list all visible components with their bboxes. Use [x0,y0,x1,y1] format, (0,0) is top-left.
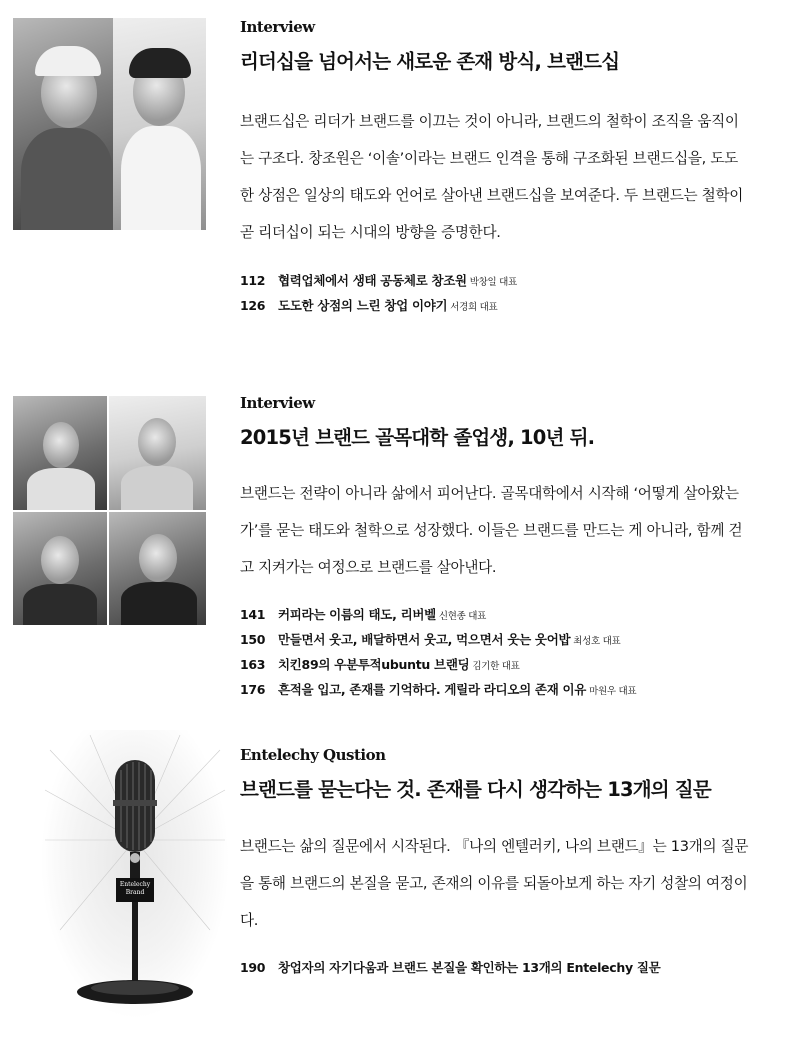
toc-title: 치킨89의 우분투적ubuntu 브랜딩 [278,657,470,672]
toc-author: 김기한 대표 [472,661,520,672]
interview-photo-grid [13,396,206,625]
toc-list [240,268,750,318]
toc-list [240,955,750,980]
toc-item[interactable] [240,652,750,677]
toc-page: 150 [240,632,266,647]
toc-page: 163 [240,657,266,672]
section-title: 2015년 브랜드 골목대학 졸업생, 10년 뒤. [240,426,595,449]
toc-item[interactable] [240,677,750,702]
section-body: 브랜드는 삶의 질문에서 시작된다. 『나의 엔텔러키, 나의 브랜드』는 13개의 질문을 통해 브랜드의 본질을 묻고, 존재의 이유를 되돌아보게 하는 자기 성찰의 여정이다. [240,838,749,929]
toc-page: 112 [240,273,266,288]
section-kicker: Interview [240,18,315,36]
toc-item[interactable] [240,955,750,980]
toc-author: 박창일 대표 [469,277,517,288]
toc-title: 흔적을 입고, 존재를 기억하다. 게릴라 라디오의 존재 이유 [278,682,587,697]
toc-list [240,602,750,702]
interview-photo-duo [13,18,206,230]
toc-item[interactable] [240,602,750,627]
toc-title: 협력업체에서 생태 공동체로 창조원 [278,273,467,288]
toc-page: 176 [240,682,266,697]
section-kicker: Entelechy Qustion [240,746,386,764]
section-title: 리더십을 넘어서는 새로운 존재 방식, 브랜드십 [240,50,620,73]
toc-title: 창업자의 자기다움과 브랜드 본질을 확인하는 13개의 Entelechy 질문 [278,960,661,975]
toc-title: 커피라는 이름의 태도, 리버벨 [278,607,436,622]
toc-page: 190 [240,960,266,975]
section-body: 브랜드는 전략이 아니라 삶에서 피어난다. 골목대학에서 시작해 ‘어떻게 살아왔는가’를 묻는 태도와 철학으로 성장했다. 이들은 브랜드를 만드는 게 아니라, 함께 걷고 지켜가는 여정으로 브랜드를 살아낸다. [240,485,743,576]
toc-item[interactable] [240,293,750,318]
toc-author: 신현종 대표 [438,611,487,622]
microphone-illustration [40,730,230,1020]
section-body: 브랜드십은 리더가 브랜드를 이끄는 것이 아니라, 브랜드의 철학이 조직을 움직이는 구조다. 창조원은 ‘이솔’이라는 브랜드 인격을 통해 구조화된 브랜드십을, 도도한 상점은 일상의 태도와 언어로 살아낸 브랜드십을 보여준다. 두 브랜드는 철학이 곧 리더십이 되는 시대의 방향을 증명한다. [240,113,744,241]
mic-label-line1: Entelechy [119,881,151,888]
section-title: 브랜드를 묻는다는 것. 존재를 다시 생각하는 13개의 질문 [240,778,711,801]
toc-page: 126 [240,298,266,313]
section-kicker: Interview [240,394,315,412]
toc-author: 최성호 대표 [573,636,621,647]
toc-title: 도도한 상점의 느린 창업 이야기 [278,298,448,313]
mic-label-line2: Brand [125,889,145,896]
toc-author: 서경희 대표 [450,302,498,313]
mic-label [116,881,154,897]
toc-page: 141 [240,607,266,622]
toc-item[interactable] [240,268,750,293]
toc-item[interactable] [240,627,750,652]
toc-author: 마원우 대표 [589,686,637,697]
toc-title: 만들면서 웃고, 배달하면서 웃고, 먹으면서 웃는 웃어밥 [278,632,571,647]
